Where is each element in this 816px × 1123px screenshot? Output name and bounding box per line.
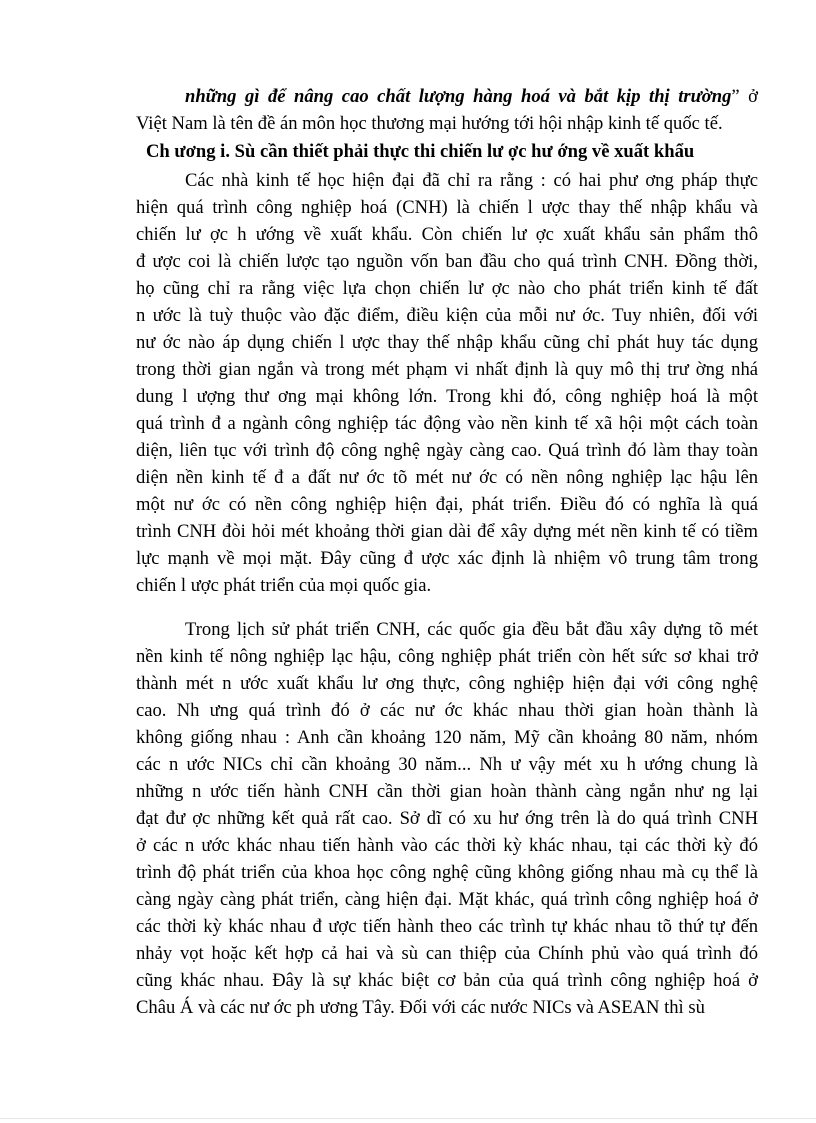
paragraph1-line: chiến l ược phát triển của mọi quốc gia. <box>136 575 432 596</box>
paragraph1-line: diện, liên tục với trình độ công nghệ ngày càng cao. Quá trình đó làm thay toàn <box>136 440 758 461</box>
paragraph1-line: Các nhà kinh tế học hiện đại đã chỉ ra rằng : có hai phư ơng pháp thực <box>185 170 758 191</box>
paragraph2-line: cũng khác nhau. Đây là sự khác biệt cơ bản của quá trình công nghiệp hoá ở <box>136 970 758 991</box>
paragraph2-line: các thời kỳ khác nhau đ ược tiến hành theo các trình tự khác nhau tõ thứ tự đến <box>136 916 758 937</box>
paragraph2-line: cao. Nh ưng quá trình đó ở các nư ớc khác nhau thời gian hoàn thành là <box>136 700 758 721</box>
paragraph1-line: quá trình đ a ngành công nghiệp tác động vào nền kinh tế xã hội một cách toàn <box>136 413 758 434</box>
paragraph1-line: hiện quá trình công nghiệp hoá (CNH) là chiến l ược thay thế nhập khẩu và <box>136 197 758 218</box>
paragraph1-line: dung l ượng thư ơng mại không lớn. Trong khi đó, công nghiệp hoá là một <box>136 386 758 407</box>
intro-lead-tail: ” ở <box>731 86 758 107</box>
chapter-heading: Ch ương i. Sù cần thiết phải thực thi chiến lư ợc hư ớng về xuất khẩu <box>146 141 695 162</box>
paragraph2-line: những n ước tiến hành CNH cần thời gian hoàn thành càng ngắn như ng lại <box>136 781 758 802</box>
intro-line-2: Việt Nam là tên đề án môn học thương mại hướng tới hội nhập kinh tế quốc tế. <box>136 113 723 134</box>
paragraph1-line: trình CNH đòi hỏi mét khoảng thời gian dài để xây dựng mét nền kinh tế có tiềm <box>136 521 758 542</box>
paragraph1-line: lực mạnh về mọi mặt. Đây cũng đ ược xác định là nhiệm vô trung tâm trong <box>136 548 758 569</box>
paragraph1-line: n ước là tuỳ thuộc vào đặc điểm, điều kiện của mỗi nư ớc. Tuy nhiên, đối với <box>136 305 758 326</box>
intro-lead-italic: những gì để nâng cao chất lượng hàng hoá và bắt kịp thị trường <box>185 86 732 107</box>
paragraph2-line: trình độ phát triển của khoa học công nghệ cũng không giống nhau mà cụ thể là <box>136 862 758 883</box>
paragraph1-line: một nư ớc có nền công nghiệp hiện đại, phát triển. Điều đó có nghĩa là quá <box>136 494 758 515</box>
paragraph2-line: càng ngày càng phát triển, càng hiện đại. Mặt khác, quá trình công nghiệp hoá ở <box>136 889 758 910</box>
paragraph2-line: nhảy vọt hoặc kết hợp cả hai và sù can thiệp của Chính phủ vào quá trình đó <box>136 943 758 964</box>
page-bottom-rule <box>0 1118 816 1119</box>
paragraph2-line: các n ước NICs chỉ cần khoảng 30 năm... Nh ư vậy mét xu h ướng chung là <box>136 754 758 775</box>
paragraph1-line: nư ớc nào áp dụng chiến l ược thay thế nhập khẩu cũng chỉ phát huy tác dụng <box>136 332 758 353</box>
paragraph1-line: trong thời gian ngắn và trong mét phạm vi nhất định là quy mô thị trư ờng nhá <box>136 359 758 380</box>
paragraph2-line: ở các n ước khác nhau tiến hành vào các thời kỳ khác nhau, tại các thời kỳ đó <box>136 835 758 856</box>
paragraph2-line: không giống nhau : Anh cần khoảng 120 năm, Mỹ cần khoảng 80 năm, nhóm <box>136 727 758 748</box>
paragraph2-line: nền kinh tế nông nghiệp lạc hậu, công nghiệp phát triển còn hết sức sơ khai trở <box>136 646 758 667</box>
paragraph2-line: Trong lịch sử phát triển CNH, các quốc gia đều bắt đầu xây dựng tõ mét <box>185 619 758 640</box>
paragraph1-line: họ cũng chỉ ra rằng việc lựa chọn chiến lư ợc nào cho phát triển kinh tế đất <box>136 278 758 299</box>
intro-line-1 <box>185 83 758 110</box>
paragraph2-line: Châu Á và các nư ớc ph ương Tây. Đối với các nước NICs và ASEAN thì sù <box>136 997 705 1018</box>
paragraph1-line: đ ược coi là chiến lược tạo nguồn vốn ban đầu cho quá trình CNH. Đồng thời, <box>136 251 758 272</box>
paragraph2-line: thành mét n ước xuất khẩu lư ơng thực, công nghiệp hiện đại với công nghệ <box>136 673 758 694</box>
paragraph1-line: chiến lư ợc h ướng về xuất khẩu. Còn chiến lư ợc xuất khẩu sản phẩm thô <box>136 224 758 245</box>
paragraph1-line: diện nền kinh tế đ a đất nư ớc tõ mét nư ớc có nền nông nghiệp lạc hậu lên <box>136 467 758 488</box>
paragraph2-line: đạt đư ợc những kết quả rất cao. Sở dĩ có xu hư ớng trên là do quá trình CNH <box>136 808 758 829</box>
